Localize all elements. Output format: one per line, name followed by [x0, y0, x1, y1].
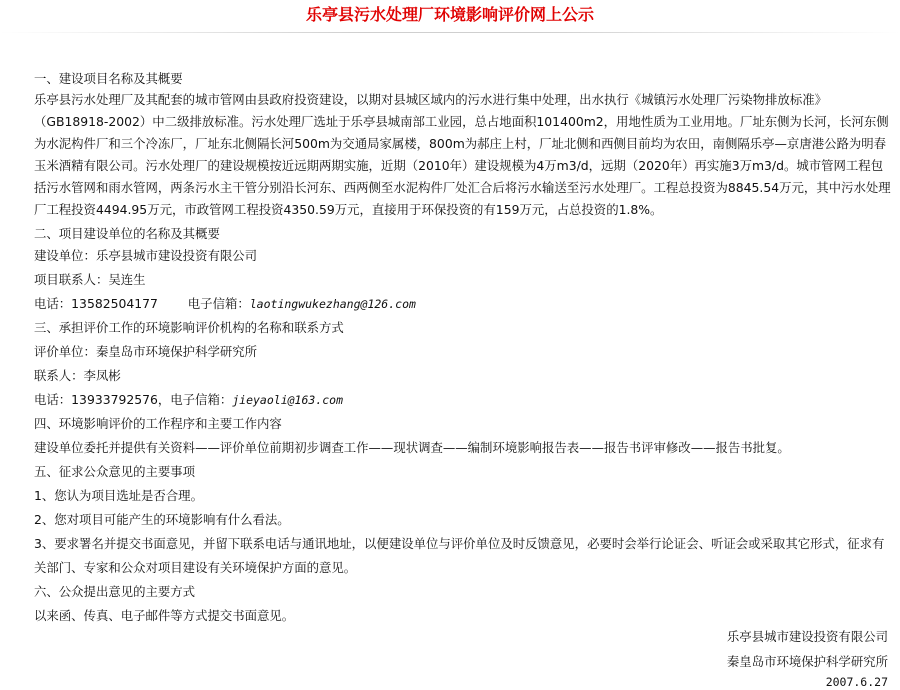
title-divider [0, 32, 900, 33]
builder-phone: 电话：13582504177 [34, 296, 158, 311]
section-6-heading: 六、公众提出意见的主要方式 [34, 584, 196, 599]
section-1-body: 乐亭县污水处理厂及其配套的城市管网由县政府投资建设，以期对县城区域内的污水进行集中处理，出水执行《城镇污水处理厂污染物排放标准》（GB18918-2002）中二级排放标准。污水处理厂选址于乐亭县城南部工业园，总占地面积101400m2，用地性质为工业用地。厂址东侧为长河，长河东侧为水泥构件厂和三个冷冻厂，厂址东北侧隔长河500m为交通局家属楼，800m为郝庄上村，厂址北侧和西侧目前均为农田，南侧隔乐亭—京唐港公路为明春玉米酒精有限公司。污水处理厂的建设规模按近远期两期实施，近期（2010年）建设规模为4万m3/d，远期（2020年）再实施3万m3/d。城市管网工程包括污水管网和雨水管网，两条污水主干管分别沿长河东、西两侧至水泥构件厂处汇合后将污水输送至污水处理厂。工程总投资为8845.54万元，其中污水处理厂工程投资4494.95万元，市政管网工程投资4350.59万元，直接用于环保投资的有159万元，占总投资的1.8%。 [34, 92, 891, 217]
opinion-item-3: 3、要求署名并提交书面意见，并留下联系电话与通讯地址，以便建设单位与评价单位及时反馈意见，必要时会举行论证会、听证会或采取其它形式，征求有关部门、专家和公众对项目建设有关环境保护方面的意见。 [34, 536, 885, 575]
section-3-heading: 三、承担评价工作的环境影响评价机构的名称和联系方式 [34, 320, 344, 335]
section-5-heading: 五、征求公众意见的主要事项 [34, 464, 196, 479]
builder-email-link[interactable]: laotingwukezhang@126.com [249, 297, 416, 311]
section-4-heading: 四、环境影响评价的工作程序和主要工作内容 [34, 416, 282, 431]
section-6-body: 以来函、传真、电子邮件等方式提交书面意见。 [34, 608, 295, 623]
section-4-body: 建设单位委托并提供有关资料——评价单位前期初步调查工作——现状调查——编制环境影响报告表——报告书评审修改——报告书批复。 [34, 440, 790, 455]
builder-contact: 项目联系人：吴连生 [34, 272, 146, 287]
evaluator-email-link[interactable]: jieyaoli@163.com [232, 393, 344, 407]
evaluator-contact: 联系人：李凤彬 [34, 368, 121, 383]
builder-email-label: 电子信箱： [187, 296, 250, 311]
signature-block [727, 624, 888, 690]
evaluator-phone: 电话：13933792576，电子信箱： [34, 392, 233, 407]
notice-body [34, 64, 892, 628]
opinion-item-1: 1、您认为项目选址是否合理。 [34, 488, 203, 503]
signature-org-2: 秦皇岛市环境保护科学研究所 [726, 654, 888, 669]
section-2-heading: 二、项目建设单位的名称及其概要 [34, 226, 220, 241]
section-1-heading: 一、建设项目名称及其概要 [34, 71, 183, 86]
builder-unit: 建设单位：乐亭县城市建设投资有限公司 [34, 248, 258, 263]
builder-phone-email [34, 292, 892, 316]
evaluator-unit: 评价单位：秦皇岛市环境保护科学研究所 [34, 344, 258, 359]
page-title: 乐亭县污水处理厂环境影响评价网上公示 [305, 5, 594, 24]
signature-date: 2007.6.27 [825, 675, 888, 689]
opinion-item-2: 2、您对项目可能产生的环境影响有什么看法。 [34, 512, 290, 527]
evaluator-phone-email [34, 388, 892, 412]
signature-org-1: 乐亭县城市建设投资有限公司 [726, 629, 888, 644]
